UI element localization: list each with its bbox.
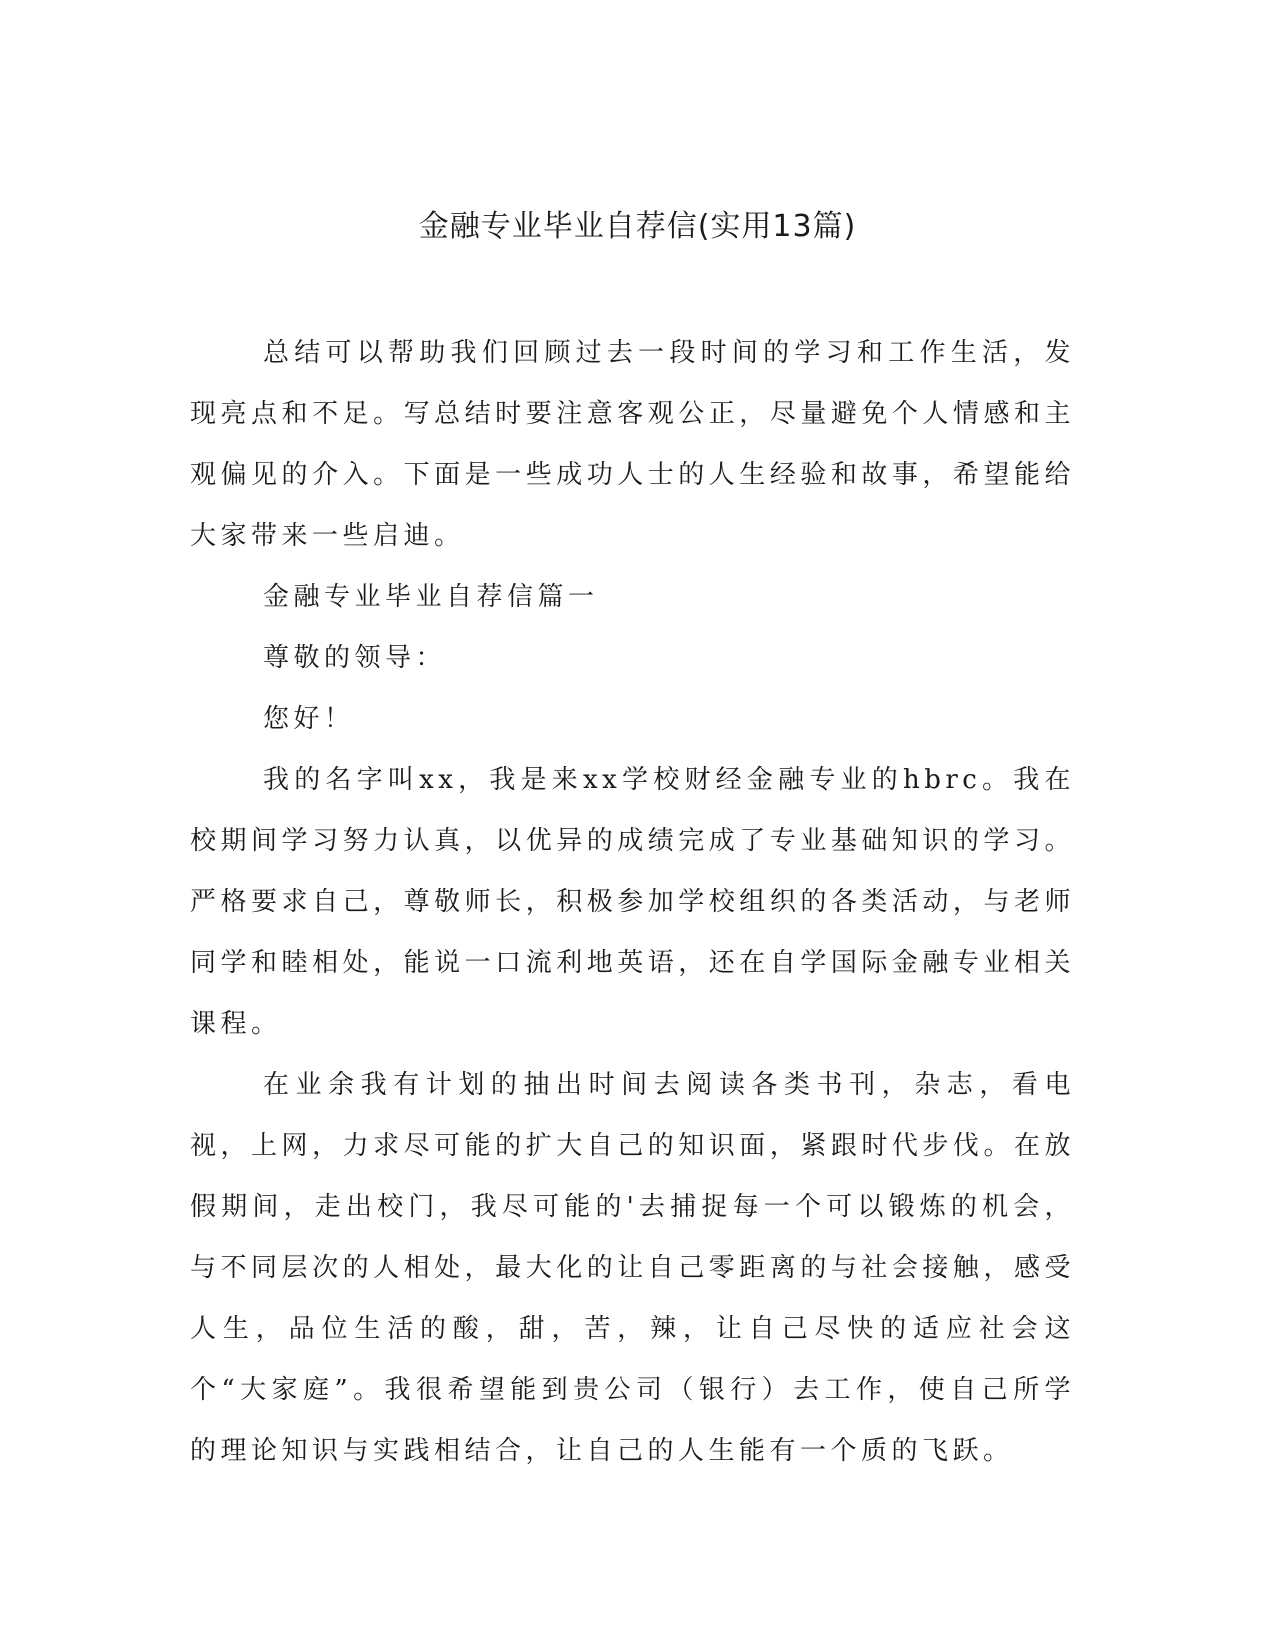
intro-paragraph: 总结可以帮助我们回顾过去一段时间的学习和工作生活，发现亮点和不足。写总结时要注意客观公正，尽量避免个人情感和主观偏见的介入。下面是一些成功人士的人生经验和故事，希望能给大家带来一些启迪。 — [190, 338, 1075, 551]
document-body — [190, 323, 1075, 1482]
document-title: 金融专业毕业自荐信(实用13篇) — [418, 209, 857, 244]
body-paragraph-2: 在业余我有计划的抽出时间去阅读各类书刊，杂志，看电视，上网，力求尽可能的扩大自己的知识面，紧跟时代步伐。在放假期间，走出校门，我尽可能的'去捕捉每一个可以锻炼的机会，与不同层次的人相处，最大化的让自己零距离的与社会接触，感受人生，品位生活的酸，甜，苦，辣，让自己尽快的适应社会这个“大家庭”。我很希望能到贵公司（银行）去工作，使自己所学的理论知识与实践相结合，让自己的人生能有一个质的飞跃。 — [190, 1070, 1075, 1466]
body-paragraph-1: 我的名字叫xx，我是来xx学校财经金融专业的hbrc。我在校期间学习努力认真，以优异的成绩完成了专业基础知识的学习。严格要求自己，尊敬师长，积极参加学校组织的各类活动，与老师同学和睦相处，能说一口流利地英语，还在自学国际金融专业相关课程。 — [190, 765, 1075, 1039]
salutation: 尊敬的领导： — [263, 643, 447, 673]
section-heading: 金融专业毕业自荐信篇一 — [263, 582, 599, 612]
greeting: 您好！ — [263, 704, 355, 734]
